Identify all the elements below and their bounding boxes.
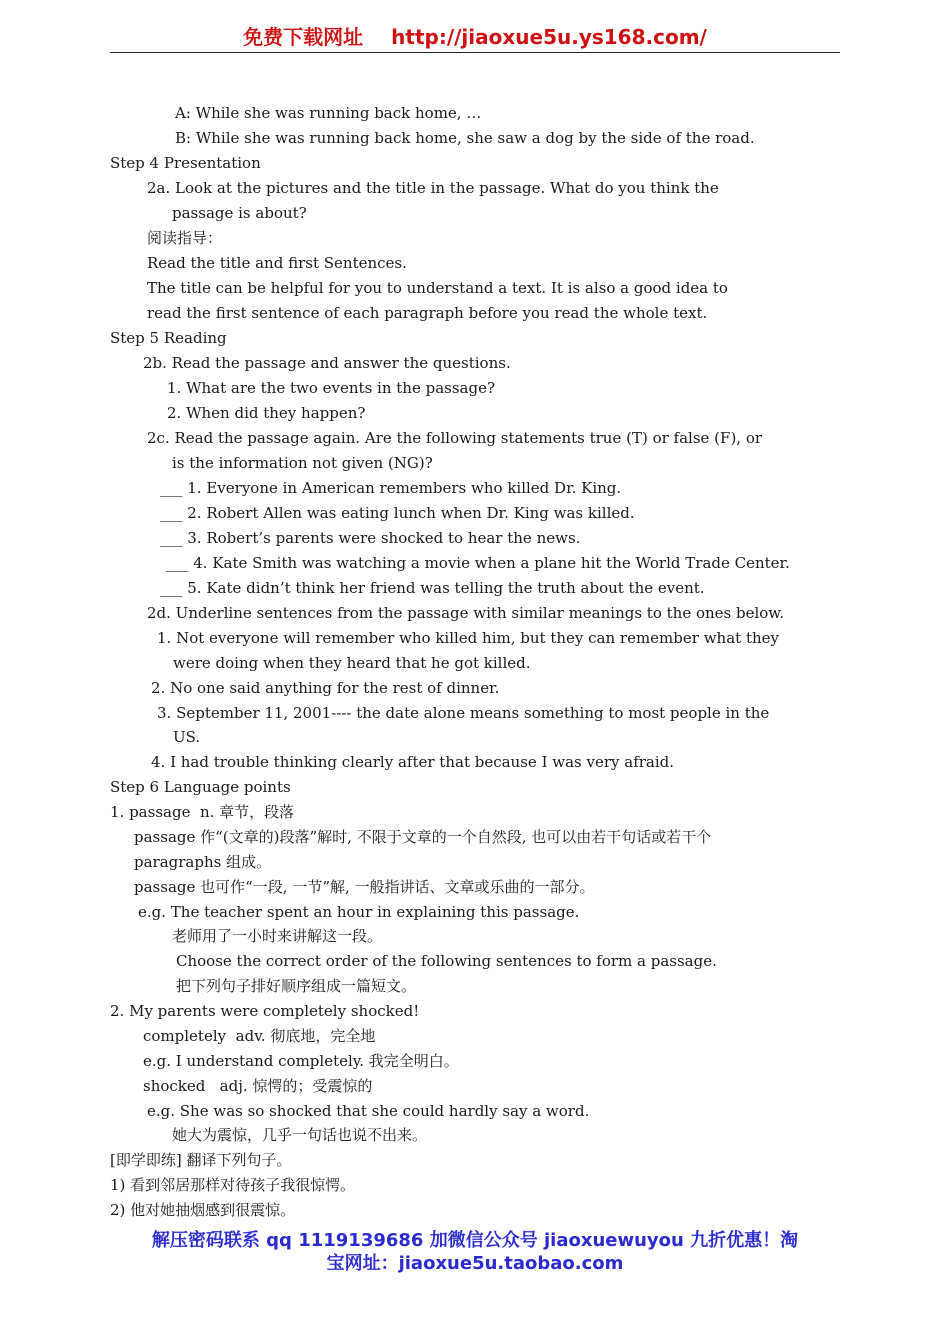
text-line: ___ 3. Robert’s parents were shocked to hear the news. (160, 529, 581, 547)
text-line: 2) 他对她抽烟感到很震惊。 (110, 1201, 296, 1219)
text-line: US. (173, 728, 201, 746)
text-line: Choose the correct order of the following sentences to form a passage. (176, 952, 717, 970)
text-line: 1. Not everyone will remember who killed him, but they can remember what they (157, 629, 779, 647)
text-line: passage 作“(文章的)段落”解时, 不限于文章的一个自然段, 也可以由若干句话或若干个 (134, 828, 712, 846)
text-line: e.g. The teacher spent an hour in explaining this passage. (138, 903, 580, 921)
text-line: [即学即练] 翻译下列句子。 (110, 1151, 292, 1169)
section-heading: Step 6 Language points (110, 778, 291, 796)
section-heading: Step 5 Reading (110, 329, 227, 347)
text-line: e.g. She was so shocked that she could hardly say a word. (147, 1102, 590, 1120)
text-line: ___ 4. Kate Smith was watching a movie when a plane hit the World Trade Center. (166, 554, 790, 572)
text-line: 2c. Read the passage again. Are the following statements true (T) or false (F), or (147, 429, 763, 447)
text-line: ___ 5. Kate didn’t think her friend was telling the truth about the event. (160, 579, 705, 597)
footer-shop-link[interactable]: 宝网址：jiaoxue5u.taobao.com (326, 1253, 624, 1274)
text-line: The title can be helpful for you to understand a text. It is also a good idea to (147, 279, 728, 297)
text-line: 2b. Read the passage and answer the questions. (143, 354, 511, 372)
text-line: A: While she was running back home, … (175, 104, 482, 122)
text-line: passage 也可作“一段, 一节”解, 一般指讲话、文章或乐曲的一部分。 (134, 878, 595, 896)
footer-contact-line: 解压密码联系 qq 1119139686 加微信公众号 jiaoxuewuyou 九折优惠！淘 (151, 1230, 799, 1251)
text-line: paragraphs 组成。 (134, 853, 272, 871)
text-line: 2. My parents were completely shocked! (110, 1002, 420, 1020)
text-line: 1. What are the two events in the passage? (167, 379, 496, 397)
text-line: 2d. Underline sentences from the passage with similar meanings to the ones below. (147, 604, 785, 622)
text-line: 2. No one said anything for the rest of dinner. (151, 679, 500, 697)
text-line: ___ 2. Robert Allen was eating lunch when Dr. King was killed. (160, 504, 635, 522)
text-line: 3. September 11, 2001---- the date alone means something to most people in the (157, 704, 770, 722)
text-line: read the first sentence of each paragraph before you read the whole text. (147, 304, 708, 322)
text-line: is the information not given (NG)? (172, 454, 433, 472)
text-line: 1) 看到邻居那样对待孩子我很惊愕。 (110, 1176, 356, 1194)
text-line: 把下列句子排好顺序组成一篇短文。 (176, 977, 417, 995)
text-line: 1. passage n. 章节，段落 (110, 803, 295, 821)
text-line: 阅读指导： (147, 229, 223, 247)
text-line: passage is about? (172, 204, 307, 222)
text-line: B: While she was running back home, she saw a dog by the side of the road. (175, 129, 755, 147)
text-line: 她大为震惊，几乎一句话也说不出来。 (172, 1126, 428, 1144)
text-line: 老师用了一小时来讲解这一段。 (172, 927, 383, 945)
header-label: 免费下载网址 (243, 25, 364, 49)
text-line: shocked adj. 惊愕的；受震惊的 (143, 1077, 373, 1095)
text-line: 4. I had trouble thinking clearly after that because I was very afraid. (151, 753, 675, 771)
text-line: 2. When did they happen? (167, 404, 366, 422)
page-header (110, 24, 840, 53)
text-line: ___ 1. Everyone in American remembers who killed Dr. King. (160, 479, 622, 497)
text-line: Read the title and first Sentences. (147, 254, 407, 272)
text-line: e.g. I understand completely. 我完全明白。 (143, 1052, 459, 1070)
text-line: completely adv. 彻底地，完全地 (143, 1027, 376, 1045)
section-heading: Step 4 Presentation (110, 154, 261, 172)
text-line: were doing when they heard that he got killed. (173, 654, 531, 672)
header-url-link[interactable]: http://jiaoxue5u.ys168.com/ (391, 25, 707, 49)
text-line: 2a. Look at the pictures and the title in the passage. What do you think the (147, 179, 719, 197)
